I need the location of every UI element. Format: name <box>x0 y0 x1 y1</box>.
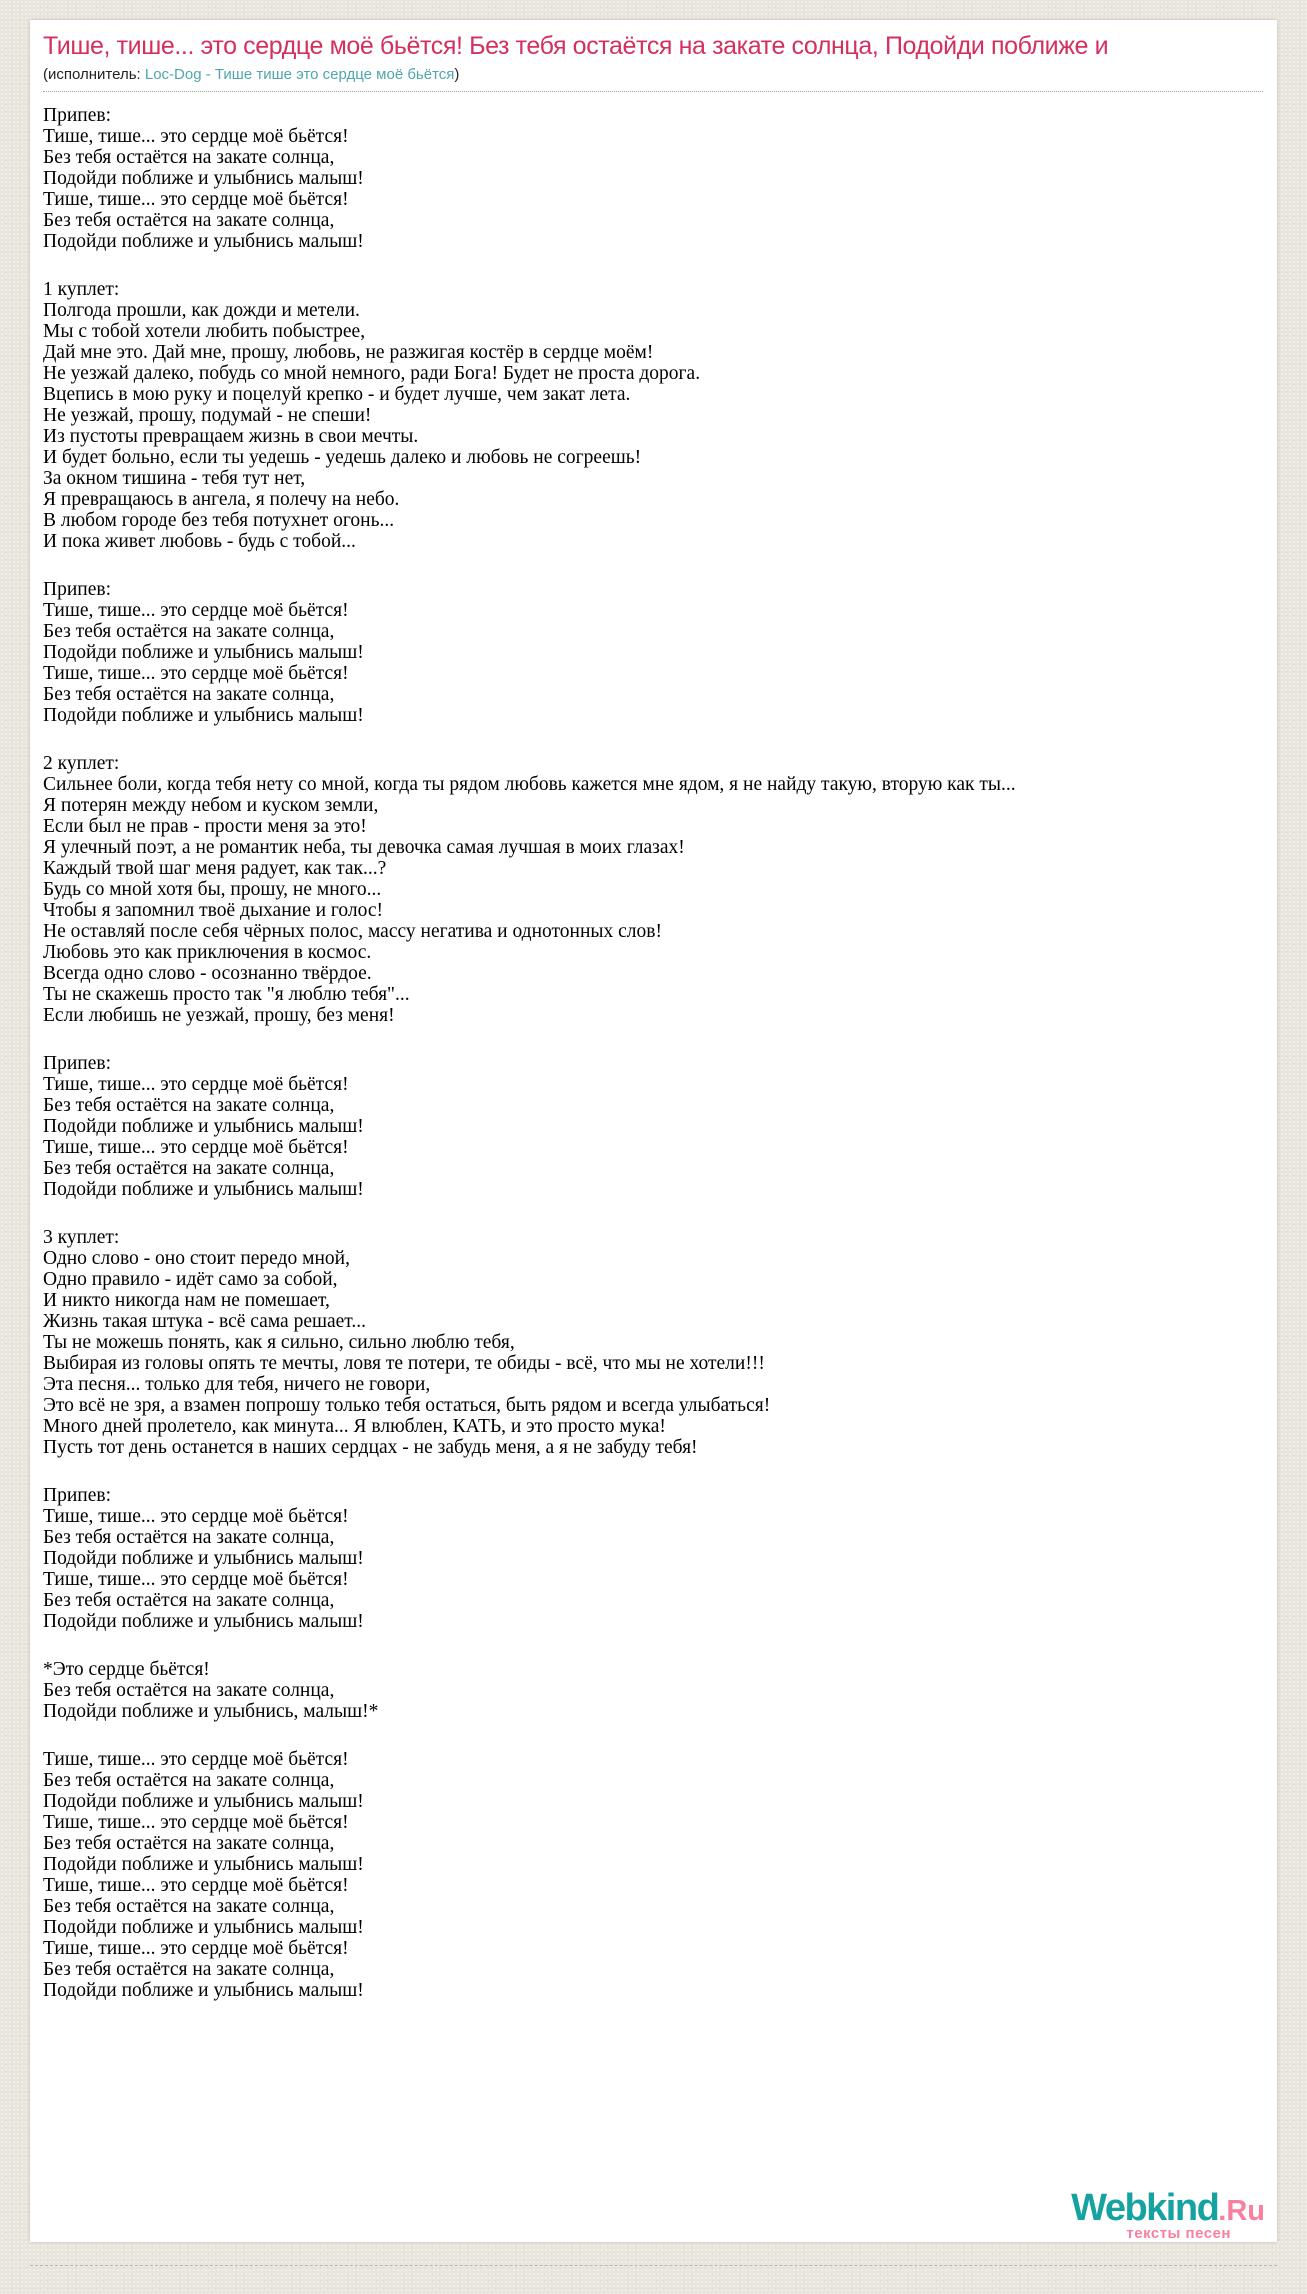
lyrics-section: *Это сердце бьётся! Без тебя остаётся на закате солнца, Подойди поближе и улыбнись, малыш!* <box>43 1658 379 1722</box>
lyrics <box>43 105 1263 2001</box>
lyrics-section: 1 куплет: Полгода прошли, как дожди и метели. Мы с тобой хотели любить побыстрее, Дай мне это. Дай мне, прошу, любовь, не разжигая костёр в сердце моём! Не уезжай далеко, побудь со мной немного, ради Бога! Будет не проста дорога. Вцепись в мою руку и поцелуй крепко - и будет лучше, чем закат лета. Не уезжай, прошу, подумай - не спеши! Из пустоты превращаем жизнь в свои мечты. И будет больно, если ты уедешь - уедешь далеко и любовь не согреешь! За окном тишина - тебя тут нет, Я превращаюсь в ангела, я полечу на небо. В любом городе без тебя потухнет огонь... И пока живет любовь - будь с тобой... <box>43 278 701 552</box>
artist-line <box>43 66 1263 92</box>
lyrics-section: 3 куплет: Одно слово - оно стоит передо мной, Одно правило - идёт само за собой, И никто никогда нам не помешает, Жизнь такая штука - всё сама решает... Ты не можешь понять, как я сильно, сильно люблю тебя, Выбирая из головы опять те мечты, ловя те потери, те обиды - всё, что мы не хотели!!! Эта песня... только для тебя, ничего не говори, Это всё не зря, а взамен попрошу только тебя остаться, быть рядом и всегда улыбаться! Много дней пролетело, как минута... Я влюблен, КАТЬ, и это просто мука! Пусть тот день останется в наших сердцах - не забудь меня, а я не забуду тебя! <box>43 1226 771 1458</box>
webkind-logo[interactable] <box>1071 2189 1265 2241</box>
lyrics-section: 2 куплет: Сильнее боли, когда тебя нету со мной, когда ты рядом любовь кажется мне ядом, я не найду такую, вторую как ты... Я потерян между небом и куском земли, Если был не прав - прости меня за это! Я улечный поэт, а не романтик неба, ты девочка самая лучшая в моих глазах! Каждый твой шаг меня радует, как так...? Будь со мной хотя бы, прошу, не много... Чтобы я запомнил твоё дыхание и голос! Не оставляй после себя чёрных полос, массу негатива и однотонных слов! Любовь это как приключения в космос. Всегда одно слово - осознанно твёрдое. Ты не скажешь просто так "я люблю тебя"... Если любишь не уезжай, прошу, без меня! <box>43 752 1016 1026</box>
artist-link[interactable]: Loc-Dog - Тише тише это сердце моё бьётся <box>144 65 455 83</box>
content-card <box>30 20 1277 2242</box>
webkind-logo-text <box>1071 2189 1265 2227</box>
webkind-logo-tagline: тексты песен <box>1126 2225 1231 2242</box>
lyrics-section: Припев: Тише, тише... это сердце моё бьётся! Без тебя остаётся на закате солнца, Подойди поближе и улыбнись малыш! Тише, тише... это сердце моё бьётся! Без тебя остаётся на закате солнца, Подойди поближе и улыбнись малыш! <box>43 104 364 252</box>
webkind-logo-main: Webkind <box>1071 2187 1219 2229</box>
lyrics-section: Припев: Тише, тише... это сердце моё бьётся! Без тебя остаётся на закате солнца, Подойди поближе и улыбнись малыш! Тише, тише... это сердце моё бьётся! Без тебя остаётся на закате солнца, Подойди поближе и улыбнись малыш! <box>43 1484 364 1632</box>
bottom-dashed-divider <box>30 2265 1277 2266</box>
artist-line-suffix: ) <box>454 65 460 83</box>
lyrics-section: Припев: Тише, тише... это сердце моё бьётся! Без тебя остаётся на закате солнца, Подойди поближе и улыбнись малыш! Тише, тише... это сердце моё бьётся! Без тебя остаётся на закате солнца, Подойди поближе и улыбнись малыш! <box>43 578 364 726</box>
lyrics-section: Тише, тише... это сердце моё бьётся! Без тебя остаётся на закате солнца, Подойди поближе и улыбнись малыш! Тише, тише... это сердце моё бьётся! Без тебя остаётся на закате солнца, Подойди поближе и улыбнись малыш! Тише, тише... это сердце моё бьётся! Без тебя остаётся на закате солнца, Подойди поближе и улыбнись малыш! Тише, тише... это сердце моё бьётся! Без тебя остаётся на закате солнца, Подойди поближе и улыбнись малыш! <box>43 1748 364 2001</box>
webkind-logo-suffix: .Ru <box>1218 2195 1265 2227</box>
artist-label: (исполнитель: <box>43 65 145 83</box>
lyrics-section: Припев: Тише, тише... это сердце моё бьётся! Без тебя остаётся на закате солнца, Подойди поближе и улыбнись малыш! Тише, тише... это сердце моё бьётся! Без тебя остаётся на закате солнца, Подойди поближе и улыбнись малыш! <box>43 1052 364 1200</box>
page-title: Тише, тише... это сердце моё бьётся! Без тебя остаётся на закате солнца, Подойди поближе и <box>43 32 1109 60</box>
